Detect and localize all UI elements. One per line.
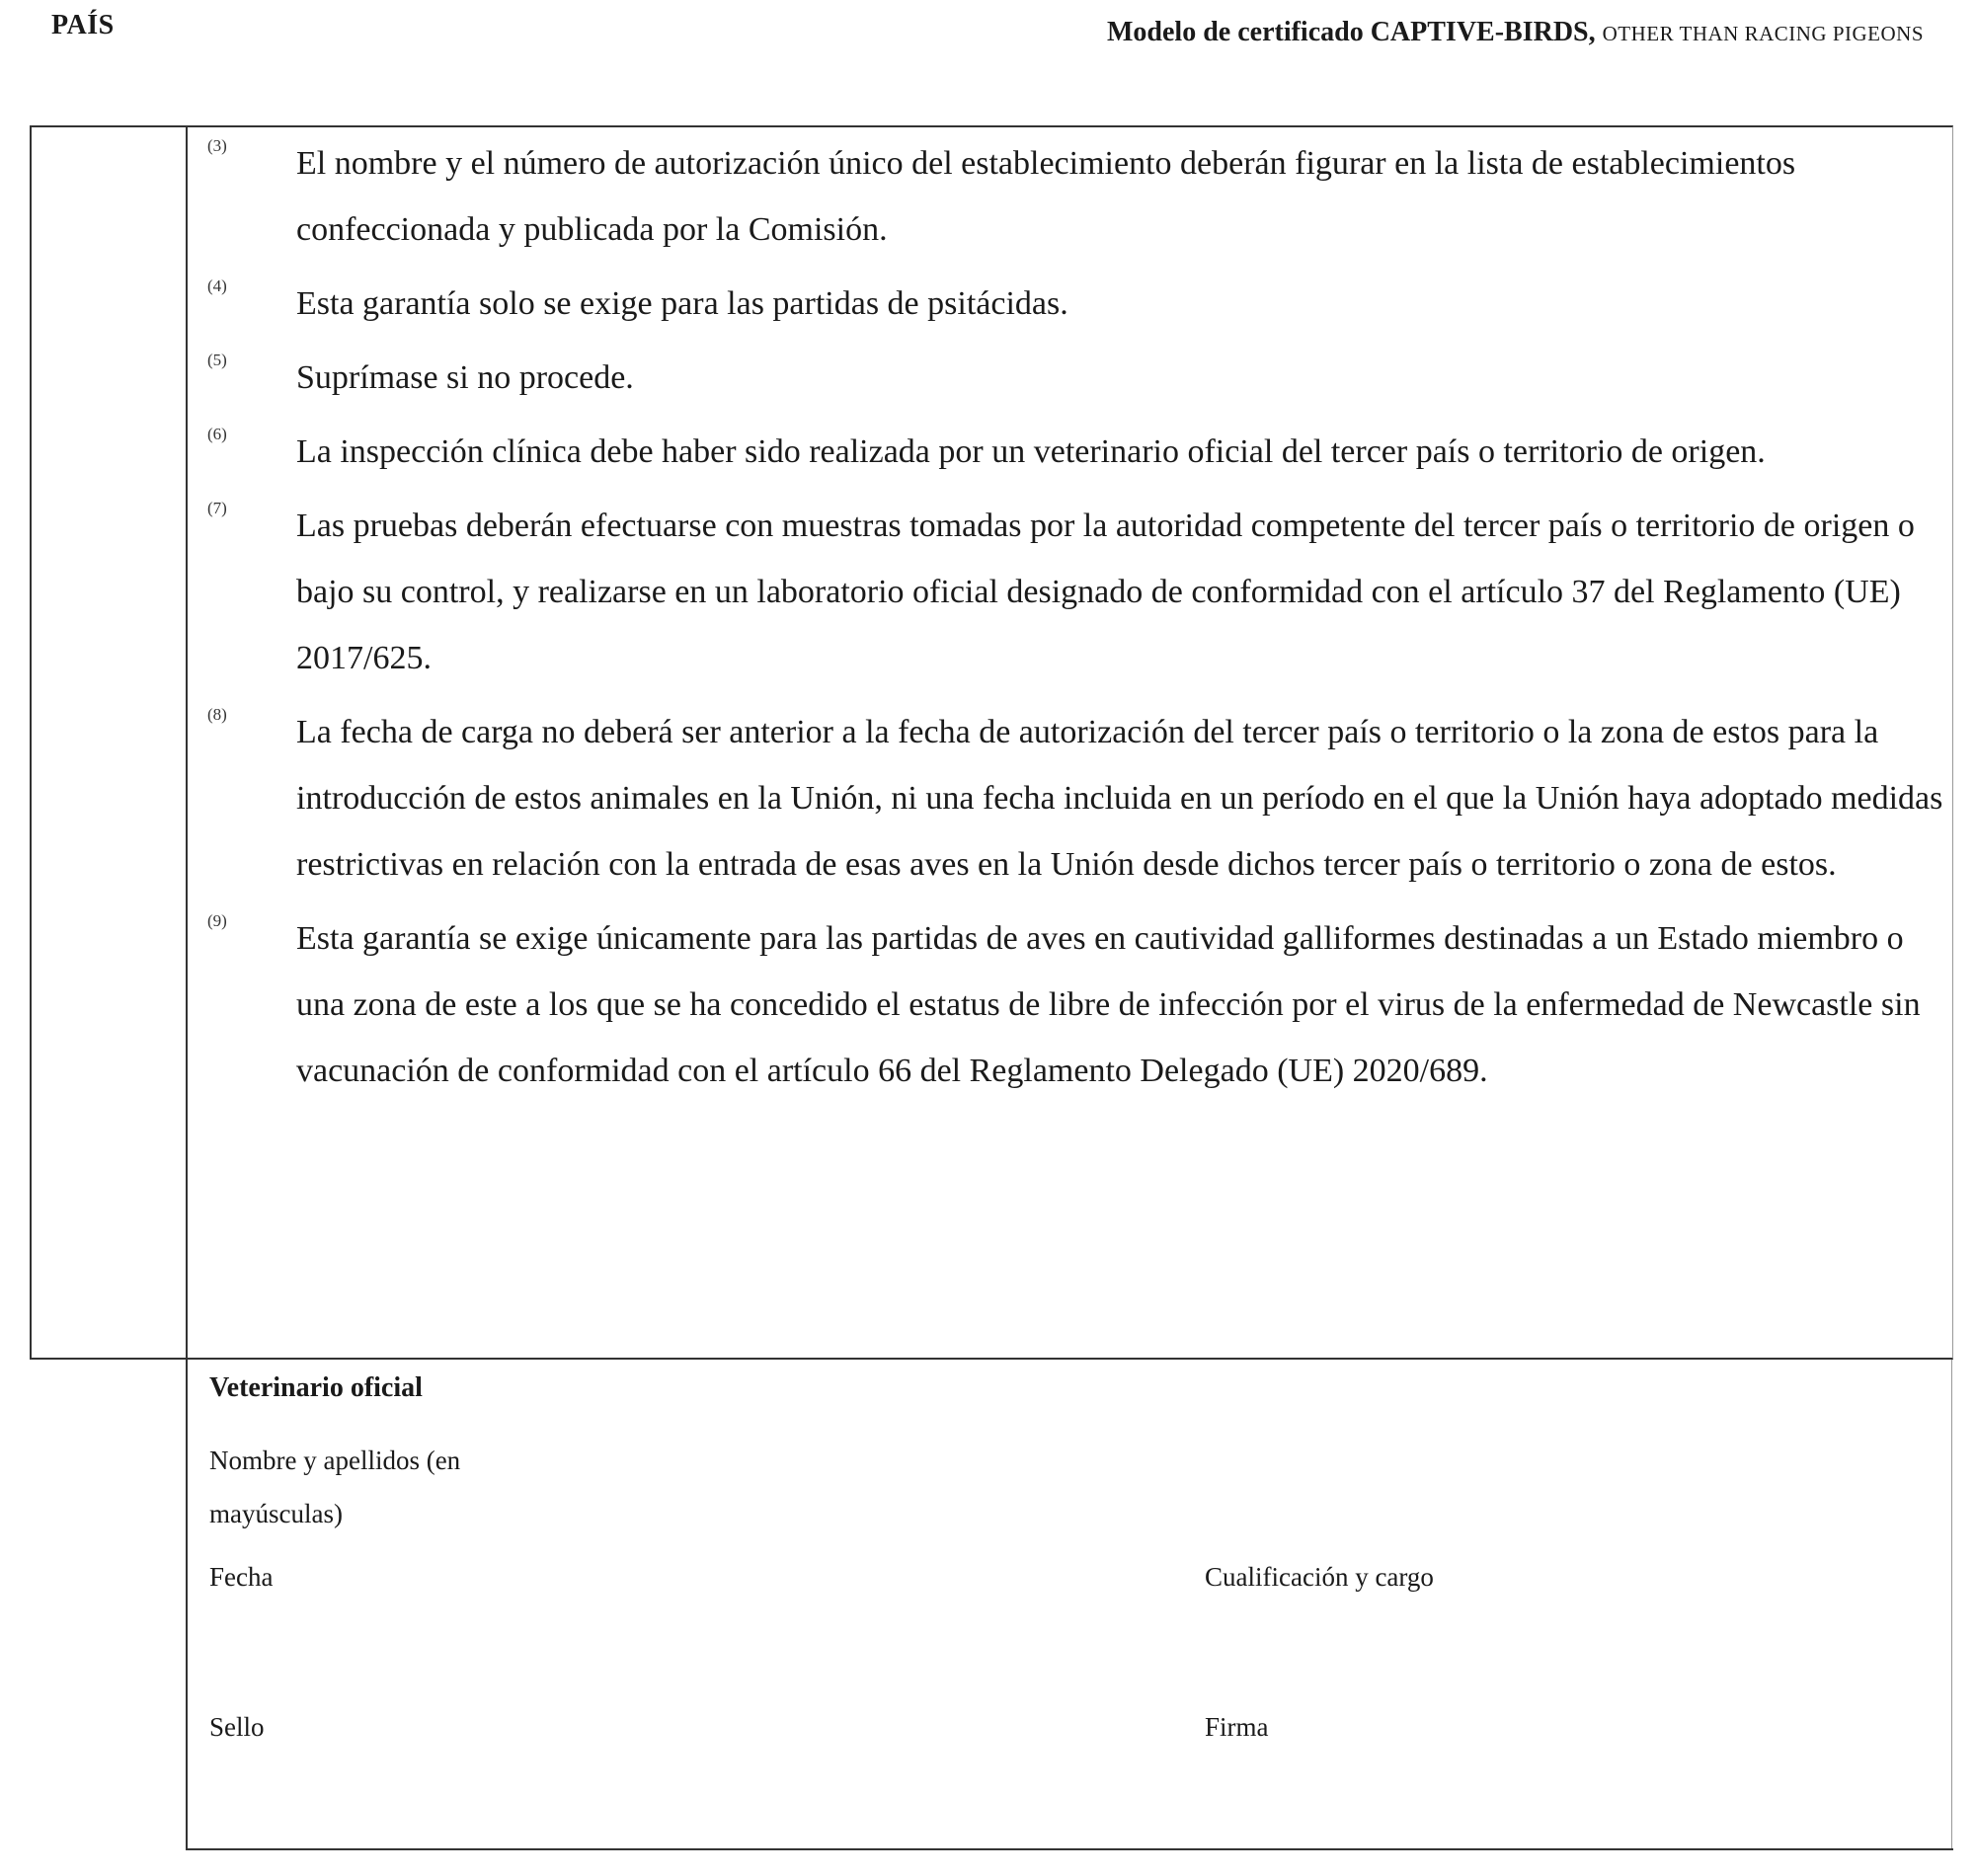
signature-field-label: Firma bbox=[1205, 1712, 1269, 1742]
footnote-text: Esta garantía solo se exige para las partidas de psitácidas. bbox=[296, 285, 1068, 322]
footnote-number: (4) bbox=[207, 276, 227, 295]
footnote bbox=[198, 345, 1945, 411]
certificate-model-suffix: OTHER THAN RACING PIGEONS bbox=[1602, 22, 1924, 45]
country-label: PAÍS bbox=[51, 10, 115, 40]
date-field-label: Fecha bbox=[209, 1562, 274, 1592]
footnote-text: Las pruebas deberán efectuarse con muestras tomadas por la autoridad competente del tercer país o territorio de origen o bajo su control, y realizarse en un laboratorio oficial designado de conformidad con el artículo 37 del Reglamento (UE) 2017/625. bbox=[296, 508, 1915, 676]
stamp-field-label: Sello bbox=[209, 1712, 265, 1742]
footnote bbox=[198, 699, 1945, 898]
footnote-number: (3) bbox=[207, 136, 227, 155]
certificate-model-title bbox=[936, 10, 1924, 56]
footnote-text: Suprímase si no procede. bbox=[296, 359, 634, 396]
footnote-number: (5) bbox=[207, 351, 227, 369]
footnote-text: La fecha de carga no deberá ser anterior a la fecha de autorización del tercer país o territorio o la zona de estos para la introducción de estos animales en la Unión, ni una fecha incluida en un período en el que la Unión haya adoptado medidas restrictivas en relación con la entrada de esas aves en la Unión desde dichos tercer país o territorio o zona de estos. bbox=[296, 714, 1943, 883]
footnote-number: (9) bbox=[207, 911, 227, 930]
signature-box-bottom-border bbox=[186, 1848, 1953, 1850]
footnote-text: El nombre y el número de autorización único del establecimiento deberán figurar en la lista de establecimientos confeccionada y publicada por la Comisión. bbox=[296, 145, 1796, 248]
footnote bbox=[198, 419, 1945, 485]
footnote-text: La inspección clínica debe haber sido realizada por un veterinario oficial del tercer país o territorio de origen. bbox=[296, 433, 1766, 470]
footnote-number: (8) bbox=[207, 705, 227, 724]
official-veterinarian-title: Veterinario oficial bbox=[209, 1372, 423, 1403]
footnote-number: (7) bbox=[207, 499, 227, 517]
footnotes-list bbox=[198, 130, 1945, 1112]
signature-box-right-border bbox=[1951, 1360, 1952, 1850]
footnote-text: Esta garantía se exige únicamente para las partidas de aves en cautividad galliformes destinadas a un Estado miembro o una zona de este a los que se ha concedido el estatus de libre de infección por el virus de la enfermedad de Newcastle sin vacunación de conformidad con el artículo 66 del Reglamento Delegado (UE) 2020/689. bbox=[296, 920, 1921, 1089]
footnote bbox=[198, 271, 1945, 337]
column-divider bbox=[186, 125, 188, 1850]
name-field-label: Nombre y apellidos (en mayúsculas) bbox=[209, 1446, 461, 1528]
qualification-field-label: Cualificación y cargo bbox=[1205, 1562, 1434, 1592]
footnote bbox=[198, 493, 1945, 691]
certificate-model-prefix: Modelo de certificado CAPTIVE-BIRDS, bbox=[1107, 17, 1596, 47]
footnote-number: (6) bbox=[207, 425, 227, 443]
footnote bbox=[198, 905, 1945, 1104]
footnote bbox=[198, 130, 1945, 263]
